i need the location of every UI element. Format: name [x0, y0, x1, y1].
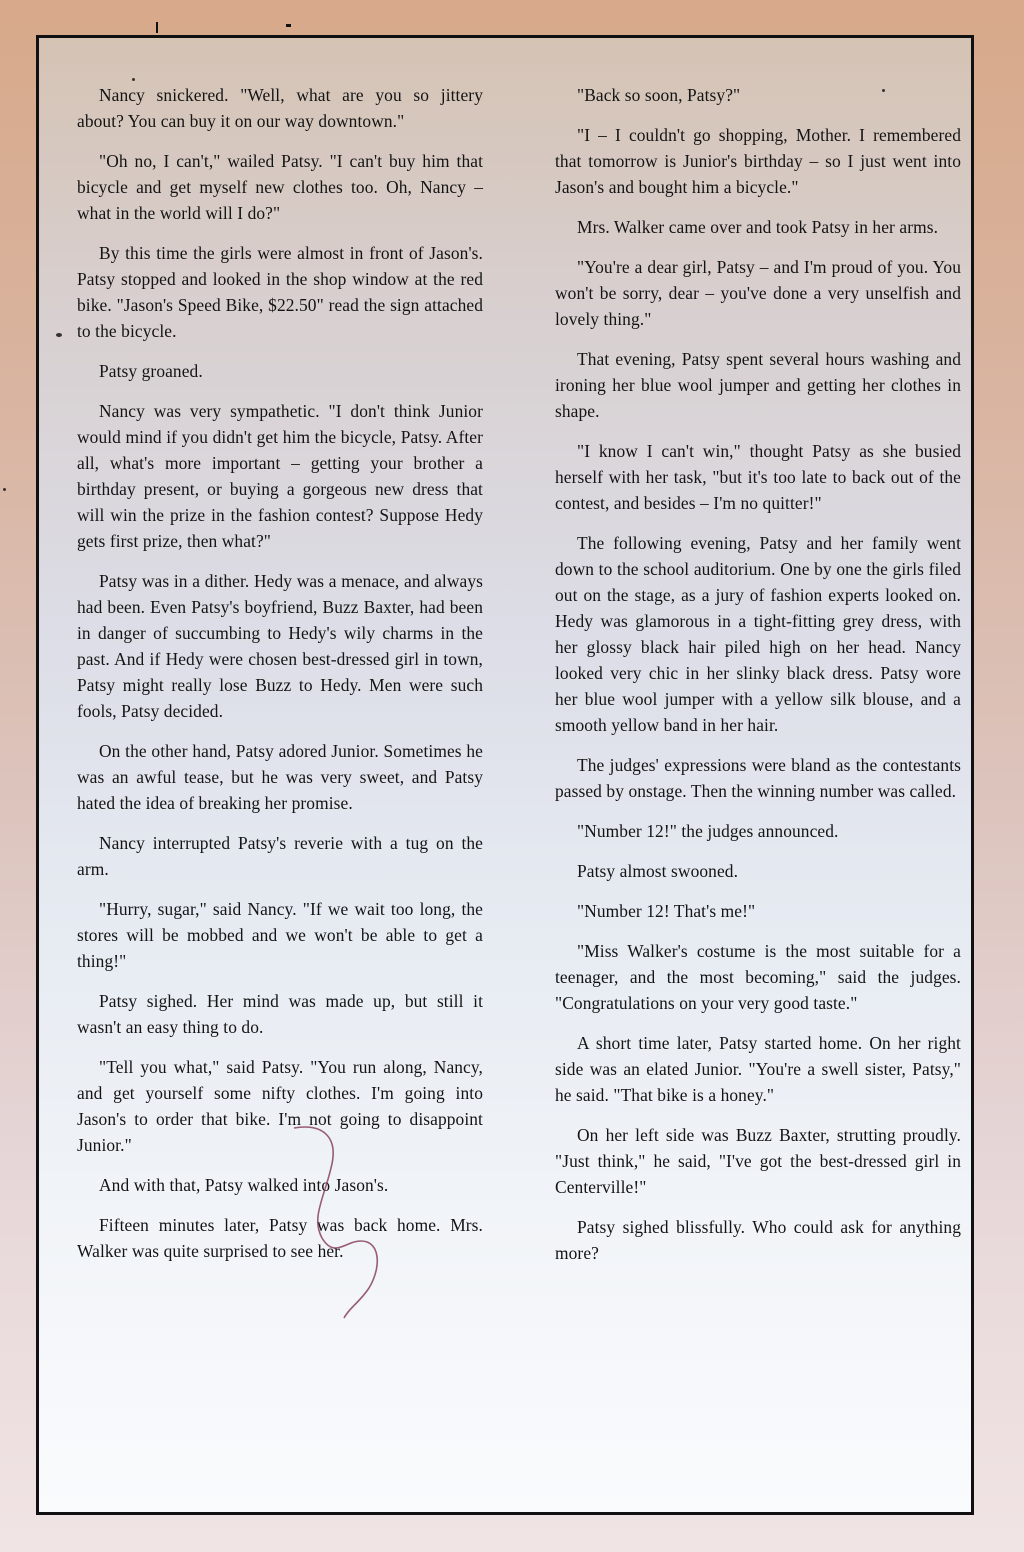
paragraph: That evening, Patsy spent several hours washing and ironing her blue wool jumper and getting her clothes in shape. — [555, 349, 961, 421]
paragraph: On the other hand, Patsy adored Junior. Sometimes he was an awful tease, but he was very sweet, and Patsy hated the idea of breaking her promise. — [77, 741, 483, 813]
paragraph: Patsy groaned. — [99, 361, 203, 381]
paragraph: "Tell you what," said Patsy. "You run along, Nancy, and get yourself some nifty clothes. I'm going into Jason's to order that bike. I'm not going to disappoint Junior." — [77, 1057, 483, 1155]
paragraph: Patsy was in a dither. Hedy was a menace, and always had been. Even Patsy's boyfriend, Buzz Baxter, had been in danger of succumbing to Hedy's wily charms in the past. And if Hedy were chosen best-dressed girl in town, Patsy might really lose Buzz to Hedy. Men were such fools, Patsy decided. — [77, 571, 483, 721]
paragraph: Nancy snickered. "Well, what are you so jittery about? You can buy it on our way downtown." — [77, 85, 483, 131]
paragraph: A short time later, Patsy started home. On her right side was an elated Junior. "You're a swell sister, Patsy," he said. "That bike is a honey." — [555, 1033, 961, 1105]
paragraph: The following evening, Patsy and her family went down to the school auditorium. One by one the girls filed out on the stage, as a jury of fashion experts looked on. Hedy was glamorous in a tight-fitting grey dress, with her glossy black hair piled high on her head. Nancy looked very chic in her slinky black dress. Patsy wore her blue wool jumper with a yellow silk blouse, and a smooth yellow band in her hair. — [555, 533, 961, 735]
paragraph: "Oh no, I can't," wailed Patsy. "I can't buy him that bicycle and get myself new clothes too. Oh, Nancy – what in the world will I do?" — [77, 151, 483, 223]
paragraph: Patsy sighed blissfully. Who could ask for anything more? — [555, 1217, 961, 1263]
paragraph: "Hurry, sugar," said Nancy. "If we wait too long, the stores will be mobbed and we won't be able to get a thing!" — [77, 899, 483, 971]
paragraph: "Number 12!" the judges announced. — [577, 821, 839, 841]
print-speck — [132, 78, 135, 81]
paragraph: "Number 12! That's me!" — [577, 901, 756, 921]
paragraph: Nancy interrupted Patsy's reverie with a tug on the arm. — [77, 833, 483, 879]
paragraph: "Back so soon, Patsy?" — [577, 85, 741, 105]
paragraph: And with that, Patsy walked into Jason's. — [99, 1175, 389, 1195]
paragraph: Mrs. Walker came over and took Patsy in her arms. — [577, 217, 939, 237]
paragraph: "You're a dear girl, Patsy – and I'm proud of you. You won't be sorry, dear – you've done a very unselfish and lovely thing." — [555, 257, 961, 329]
paragraph: "Miss Walker's costume is the most suitable for a teenager, and the most becoming," said the judges. "Congratulations on your very good taste." — [555, 941, 961, 1013]
paragraph: Patsy almost swooned. — [577, 861, 739, 881]
paragraph: The judges' expressions were bland as the contestants passed by onstage. Then the winning number was called. — [555, 755, 961, 801]
registration-mark — [156, 22, 158, 33]
paragraph: "I – I couldn't go shopping, Mother. I remembered that tomorrow is Junior's birthday – so I just went into Jason's and bought him a bicycle." — [555, 125, 961, 197]
print-speck — [882, 89, 885, 92]
paragraph: Nancy was very sympathetic. "I don't think Junior would mind if you didn't get him the bicycle, Patsy. After all, what's more important – getting your brother a birthday present, or buying a gorgeous new dress that will win the prize in the fashion contest? Suppose Hedy gets first prize, then what?" — [77, 401, 483, 551]
registration-mark — [286, 24, 291, 27]
page-frame — [36, 35, 974, 1515]
left-column — [77, 82, 483, 1278]
paragraph: On her left side was Buzz Baxter, strutting proudly. "Just think," he said, "I've got the best-dressed girl in Centerville!" — [555, 1125, 961, 1197]
paragraph: By this time the girls were almost in front of Jason's. Patsy stopped and looked in the shop window at the red bike. "Jason's Speed Bike, $22.50" read the sign attached to the bicycle. — [77, 243, 483, 341]
paragraph: Patsy sighed. Her mind was made up, but still it wasn't an easy thing to do. — [77, 991, 483, 1037]
print-speck — [3, 488, 6, 491]
paragraph: "I know I can't win," thought Patsy as she busied herself with her task, "but it's too late to back out of the contest, and besides – I'm no quitter!" — [555, 441, 961, 513]
paragraph: Fifteen minutes later, Patsy was back home. Mrs. Walker was quite surprised to see her. — [77, 1215, 483, 1261]
right-column — [555, 82, 961, 1280]
print-speck — [56, 333, 62, 337]
